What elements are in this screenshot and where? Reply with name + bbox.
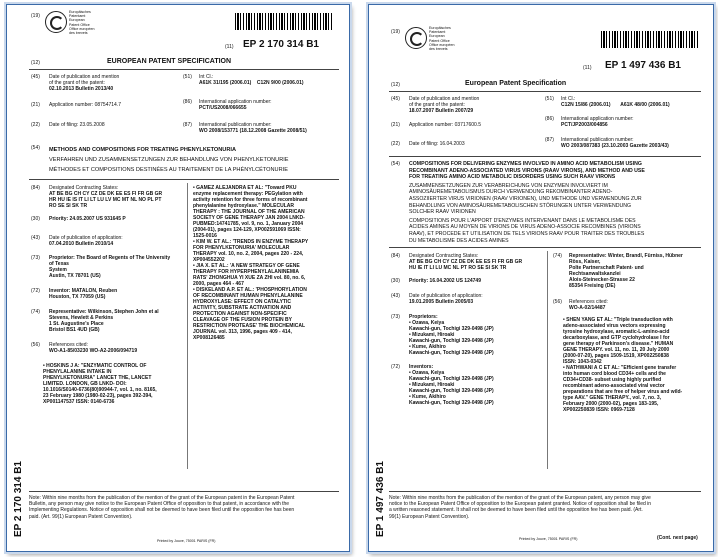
divider [389,156,701,157]
field-code-74: (74) [31,309,40,315]
office-name: Europäisches Patentamt European Patent Office Office européen des brevets [429,26,455,52]
divider [29,179,339,180]
field-code-86: (86) [545,116,554,122]
field-code-73: (73) [31,255,40,261]
title-block: COMPOSITIONS FOR DELIVERING ENZYMES INVOLVED IN AMINO ACID METABOLISM USING RECOMBINANT ADENO-ASSOCIATED VIRUS VIRONS (RAAV VIRONS), AND METHOD AND USE FOR TREATING AMINO ACID METABOLIC DISORDERS USING SUCH RAAV VIRONS ZUSAMMENSETZUNGEN ZUR VERABREICHUNG VON ENZYMEN INVOLVIERT IM AMINOSÄUREMETABOLISMUS DURCH VERWENDUNG REKOMBINANTER ADENO- ASSOZIIERTER VIRUS VIRIONEN (RAAV VIRIONEN), UND METHODE UND VERWENDUNG ZUR BEHANDLUNG VON AMINOSÄUREMETABOLISCHEN STÖRUNGEN UNTER VERWENDUNG SOLCHER RAAV VIRIONEN COMPOSITIONS POUR L'APPORT D'ENZYMES INTERVENANT DANS LE METABOLISME DES ACIDES AMINES AU MOYEN DE VIRIONS DE VIRUS ADENO-ASSOCIE RECOMBINES (VIRIONS RAAV), ET PROCEDE ET UTILISATION DE TELS VIRIONS RAAV POUR TRAITER DES TROUBLES DU METABOLISME DES ACIDES AMINES [409,161,645,244]
opposition-note: Note: Within nine months from the publication of the mention of the grant of the European patent in the European Patent Bulletin, any person may give notice to the European Patent Office of opposition to that patent, in accordance with the Implementing Regulations. Notice of opposition shall not be deemed to have been filed until the opposition fee has been paid. (Art. 99(1) European Patent Convention). [29,495,295,520]
intl-publication-block: International publication number: WO 2008/153771 (18.12.2008 Gazette 2008/51) [199,122,307,134]
field-code-56: (56) [31,342,40,348]
inventors-block: Inventors: • Ozawa, Keiya Kawachi-gun, Tochigi 329-0498 (JP) • Mizukami, Hiroaki Kawachi-gun, Tochigi 329-0498 (JP) • Kume, Akihiro Kawachi-gun, Tochigi 329-0498 (JP) [409,364,494,406]
priority: Priority: 24.05.2007 US 931645 P [49,216,126,222]
designated-states-block: Designated Contracting States: AT BE BG CH CY CZ DE DK EE ES FI FR GB GR HR HU IE IS IT LI LT LU LV MC MT NL NO PL PT RO SE SI SK TR [49,185,163,209]
field-code-12: (12) [391,82,400,88]
field-code-87: (87) [545,137,554,143]
barcode-icon [601,31,699,48]
field-code-86: (86) [183,99,192,105]
field-code-72: (72) [31,288,40,294]
field-code-21: (21) [31,102,40,108]
patent-page-right [368,4,714,552]
field-code-51: (51) [545,96,554,102]
field-code-45: (45) [391,96,400,102]
publication-number: EP 1 497 436 B1 [605,60,681,71]
grant-date-block: Date of publication and mention of the grant of the patent: 02.10.2013 Bulletin 2013/40 [49,74,120,92]
field-code-54: (54) [391,161,400,167]
designated-states-block: Designated Contracting States: AT BE BG CH CY CZ DE DK EE ES FI FR GB GR HU IE IT LI LU MC NL PT RO SE SI SK TR [409,253,523,271]
int-cl-block: Int Cl.: A61K 31/195 (2006.01) C12N 9/00 (2006.01) [199,74,304,86]
opposition-note: Note: Within nine months from the publication of the mention of the grant of the European patent, any person may give notice to the European Patent Office of opposition to the European patent granted. Notice of opposition shall be filed in a written reasoned statement. It shall not be deemed to have been filed until the opposition fee has been paid. (Art. 99(1) European Patent Convention). [389,495,652,520]
epo-logo-icon [45,11,67,33]
int-cl-block: Int Cl.: C12N 15/86 (2006.01) A61K 48/00 (2006.01) [561,96,670,108]
field-code-54: (54) [31,145,40,151]
field-code-22: (22) [31,122,40,128]
column-divider [187,183,188,469]
priority: Priority: 16.04.2002 US 124749 [409,278,481,284]
field-code-56: (56) [553,299,562,305]
references-block: References cited: WO-A-02/14487 [569,299,608,311]
divider [29,69,339,70]
continued-note: (Cont. next page) [657,535,698,541]
references-block: References cited: WO-A1-85/03230 WO-A2-2006/094719 [49,342,138,354]
intl-application-block: International application number: PCT/US2008/066655 [199,99,272,111]
specification-title: European Patent Specification [465,80,567,87]
field-code-12: (12) [31,60,40,66]
field-code-11: (11) [225,44,234,50]
divider [29,491,339,492]
barcode-icon [235,13,333,30]
printer-line: Printed by Jouve, 75001 PARIS (FR) [157,539,216,543]
representative-block: Representative: Wilkinson, Stephen John et al Stevens, Hewlett & Perkins 1 St. Augustine's Place Bristol BS1 4UD (GB) [49,309,159,333]
field-code-43: (43) [391,293,400,299]
application-publication-block: Date of publication of application: 07.04.2010 Bulletin 2010/14 [49,235,123,247]
field-code-51: (51) [183,74,192,80]
printer-line: Printed by Jouve, 75001 PARIS (FR) [519,537,578,541]
side-publication-number: EP 2 170 314 B1 [13,461,24,537]
epo-logo-icon [405,27,427,49]
divider [389,247,701,248]
office-name: Europäisches Patentamt European Patent Office Office européen des brevets [69,10,95,36]
field-code-30: (30) [391,278,400,284]
field-code-30: (30) [31,216,40,222]
application-number: Application number: 03717600.5 [409,122,481,128]
intl-application-block: International application number: PCT/JP2003/004856 [561,116,634,128]
column-divider [547,251,548,469]
references-right-list: • GAMEZ ALEJANDRA ET AL: "Toward PKU enzyme replacement therapy: PEGylation with activity retention for three forms of recombinant phenylalanine hydroxylase." MOLECULAR THERAPY : THE JOURNAL OF THE AMERICAN SOCIETY OF GENE THERAPY JAN 2004 LNKD- PUBMED:14741785, vol. 9, no. 1, January 2004 (2004-01), pages 124-129, XP002591069 ISSN: 1525-0016 • KIM W. ET AL.: 'TRENDS IN ENZYME THERAPY FOR PHENYLKETONURIA' MOLECULAR THERAPY vol. 10, no. 2, 2004, pages 220 - 224, XP004552202 • JIA X. ET AL.: 'A NEW STRATEGY OF GENE THERAPY FOR HYPERPHENYLALANINEMIA RATS' ZHONGHUA YI XUE ZA ZHI vol. 80, no. 6, 2000, pages 464 - 467 • DISKELAND A.P. ET AL.: 'PHOSPHORYLATION OF RECOMBINANT HUMAN PHENYLALANINE HYDROXYLASE: EFFECT ON CATALYTIC ACTIVITY, SUBSTRATE ACTIVATION AND PROTECTION AGAINST NON-SPECIFIC CLEAVAGE OF THE FUSION PROTEIN BY RESTRICTION PROTEASE' THE BIOCHEMICAL JOURNAL vol. 313, 1996, pages 409 - 414, XP008126485 [193,185,309,341]
proprietors-block: Proprietors: • Ozawa, Keiya Kawachi-gun, Tochigi 329-0498 (JP) • Mizukami, Hiroaki Kawachi-gun, Tochigi 329-0498 (JP) • Kume, Akihiro Kawachi-gun, Tochigi 329-0498 (JP) [409,314,494,356]
field-code-73: (73) [391,314,400,320]
field-code-84: (84) [391,253,400,259]
inventor-block: Inventor: MATALON, Reuben Houston, TX 77059 (US) [49,288,118,300]
field-code-11: (11) [583,65,592,71]
side-publication-number: EP 1 497 436 B1 [375,461,386,537]
patent-page-left [6,4,350,552]
representative-block: Representative: Winter, Brandl, Fürniss, Hübner Röss, Kaiser, Polte Partnerschaft Patent- und Rechtsanwaltskanzlei Alois-Steinecker-Strasse 22 85354 Freising (DE) [569,253,683,289]
field-code-22: (22) [391,141,400,147]
field-code-72: (72) [391,364,400,370]
grant-date-block: Date of publication and mention of the grant of the patent: 18.07.2007 Bulletin 2007/29 [409,96,480,114]
intl-publication-block: International publication number: WO 2003/087383 (23.10.2003 Gazette 2003/43) [561,137,669,149]
field-code-45: (45) [31,74,40,80]
filing-date: Date of filing: 16.04.2003 [409,141,465,147]
field-code-19: (19) [391,29,400,35]
references-right-list: • SHEN YANG ET AL: "Triple transduction with adeno-associated virus vectors expressing tyrosine hydroxylase, aromatic-L-amino-acid decarboxylase, and GTP cyclohydrolase I for gene therapy of Parkinson's disease." HUMAN GENE THERAPY. vol. 11, no. 11, 20 July 2000 (2000-07-20), pages 1509-1519, XP002250838 ISSN: 1043-0342 • NATHWANI A C ET AL: "Efficient gene transfer into human cord blood CD34+ cells and the CD34+CD38- subset using highly purified recombinant adeno-associated viral vector preparations that are free of helper virus and wild- type AAV." GENE THERAPY., vol. 7, no. 3, February 2000 (2000-02), pages 183-195, XP002250839 ISSN: 0969-7128 [563,317,683,413]
application-publication-block: Date of publication of application: 19.01.2005 Bulletin 2005/03 [409,293,483,305]
references-left-list: • HOSKINS J A: "ENZYMATIC CONTROL OF PHENYLALANINE INTAKE IN PHENYLKETONURIA" LANCET THE, LANCET LIMITED. LONDON, GB LNKD- DOI: 10.1016/S0140-6736(80)90944-7, vol. 1, no. 8165, 23 February 1980 (1980-02-23), pages 392-394, XP001147537 ISSN: 0140-6736 [43,363,157,405]
divider [389,491,701,492]
field-code-84: (84) [31,185,40,191]
field-code-19: (19) [31,13,40,19]
publication-number: EP 2 170 314 B1 [243,39,319,50]
title-block: METHODS AND COMPOSITIONS FOR TREATING PHENYLKETONURIA VERFAHREN UND ZUSAMMENSETZUNGEN ZUR BEHANDLUNG VON PHENYLKETONURIE MÉTHODES ET COMPOSITIONS DESTINÉES AU TRAITEMENT DE LA PHÉNYLCÉTONURIE [49,147,289,173]
proprietor-block: Proprietor: The Board of Regents of The University of Texas System Austin, TX 78701 (US) [49,255,171,279]
field-code-43: (43) [31,235,40,241]
field-code-21: (21) [391,122,400,128]
application-number: Application number: 08754714.7 [49,102,121,108]
specification-title: EUROPEAN PATENT SPECIFICATION [107,58,232,65]
filing-date: Date of filing: 23.05.2008 [49,122,105,128]
divider [389,91,701,92]
field-code-87: (87) [183,122,192,128]
field-code-74: (74) [553,253,562,259]
